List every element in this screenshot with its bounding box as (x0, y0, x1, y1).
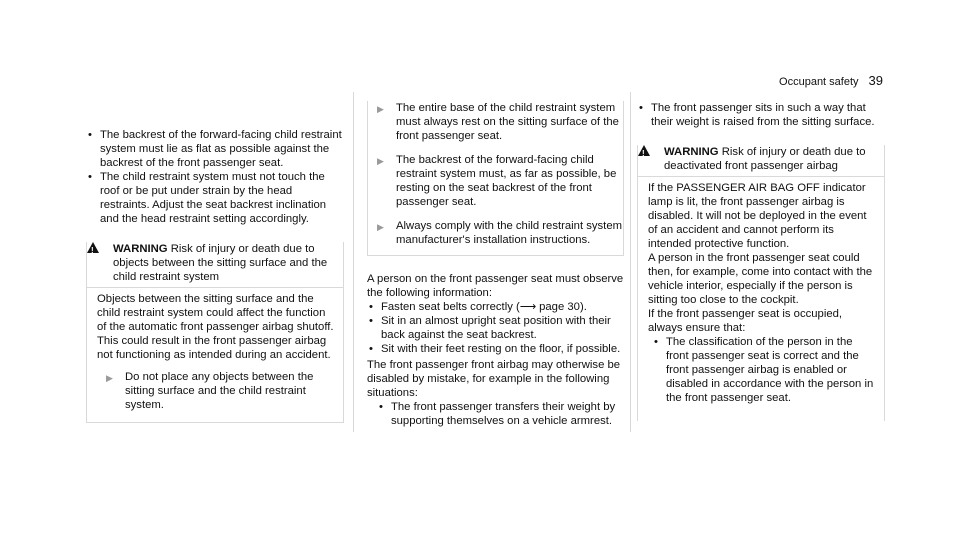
paragraph: The front passenger front airbag may otherwise be disabled by mistake, for example in the following situations: (367, 359, 621, 399)
warning-label: WARNING (664, 146, 719, 158)
warning-text: Objects between the sitting surface and the child restraint system could affect the function of the automatic front passenger airbag shutoff. (97, 293, 334, 333)
column-1 (86, 128, 344, 423)
warning-body (638, 176, 884, 421)
warning-text: This could result in the front passenger airbag not functioning as intended during an accident. (97, 335, 331, 361)
action-arrow-icon: ▶ (377, 104, 384, 114)
column-divider (630, 92, 631, 432)
list-item-text: Fasten seat belts correctly ( (381, 301, 520, 313)
action-text: The entire base of the child restraint system must always rest on the sitting surface of the front passenger seat. (396, 102, 619, 142)
warning-title: Risk of injury or death due to objects between the sitting surface and the child restraint system (113, 243, 328, 283)
action-text: The backrest of the forward-facing child restraint system must, as far as possible, be resting on the seat backrest of the front passenger seat. (396, 154, 617, 208)
page-ref-arrow-icon: ⟶ (519, 301, 536, 313)
action-arrow-icon: ▶ (377, 156, 384, 166)
section-title: Occupant safety (779, 76, 859, 88)
list-item: • The child restraint system must not touch the roof or be put under strain by the head restraints. Adjust the seat backrest inclination and the head restraint setting accordingly. (86, 170, 344, 226)
action-item (368, 101, 623, 143)
action-text: Always comply with the child restraint system manufacturer's installation instructions. (396, 220, 623, 246)
warning-title: Risk of injury or death due to deactivated front passenger airbag (664, 146, 866, 172)
warning-box (637, 145, 885, 421)
warning-text: If the front passenger seat is occupied, always ensure that: (648, 308, 843, 334)
page-ref-link[interactable]: page 30). (535, 301, 587, 313)
list-item (367, 300, 624, 314)
action-box (367, 101, 624, 256)
action-item (97, 370, 335, 422)
action-item (368, 153, 623, 209)
column-3 (637, 101, 885, 421)
action-arrow-icon: ▶ (106, 373, 113, 383)
list-item: • Sit with their feet resting on the floor, if possible. (367, 342, 624, 356)
warning-icon (638, 145, 650, 156)
warning-label: WARNING (113, 243, 168, 255)
column-divider (353, 92, 354, 432)
list-item: • Sit in an almost upright seat position with their back against the seat backrest. (367, 314, 624, 342)
column-2 (367, 101, 624, 428)
action-text: Do not place any objects between the sitting surface and the child restraint system. (125, 371, 314, 411)
page-header (779, 73, 883, 88)
warning-text: If the PASSENGER AIR BAG OFF indicator lamp is lit, the front passenger airbag is disabled. It will not be deployed in the event of an accident and cannot perform its intended protective function. (648, 182, 867, 250)
warning-box (86, 242, 344, 423)
warning-header (87, 242, 343, 287)
intro-text: A person on the front passenger seat must observe the following information: (367, 273, 624, 299)
warning-header (638, 145, 884, 176)
list-item: • The front passenger transfers their weight by supporting themselves on a vehicle armrest. (377, 400, 624, 428)
list-item: • The backrest of the forward-facing child restraint system must lie as flat as possible against the backrest of the front passenger seat. (86, 128, 344, 170)
list-item: • The front passenger sits in such a way that their weight is raised from the sitting surface. (637, 101, 885, 129)
warning-text: A person in the front passenger seat could then, for example, come into contact with the vehicle interior, especially if the person is sitting too close to the cockpit. (648, 252, 873, 306)
page-number: 39 (868, 73, 883, 88)
warning-body (87, 287, 343, 422)
action-item (368, 219, 623, 247)
action-arrow-icon: ▶ (377, 222, 384, 232)
list-item: • The classification of the person in the front passenger seat is correct and the front passenger airbag is enabled or disabled in accordance with the person in the front passenger seat. (652, 335, 876, 405)
warning-icon (87, 242, 99, 253)
